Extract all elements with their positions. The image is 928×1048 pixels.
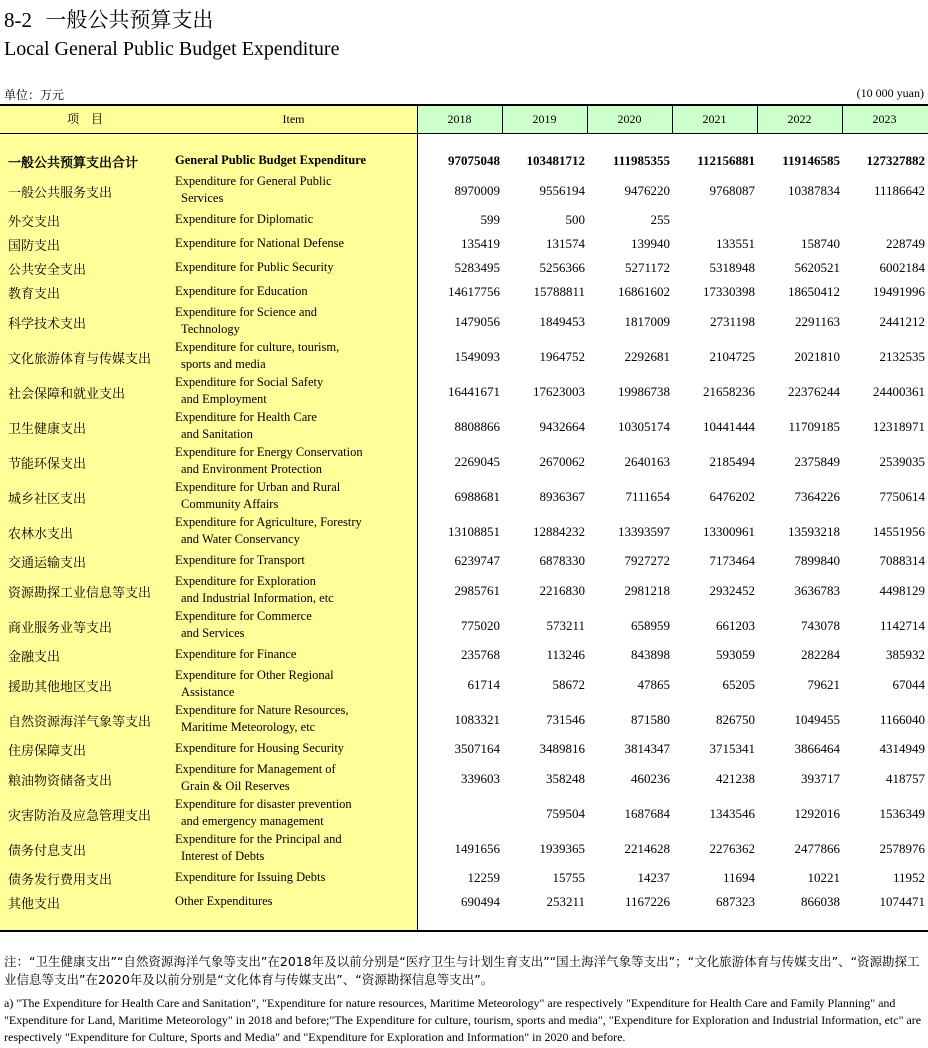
row-label-en-line1: Expenditure for Health Care	[175, 410, 317, 424]
row-label-cn: 资源勘探工业信息等支出	[8, 585, 152, 601]
value-cell: 1292016	[794, 805, 840, 821]
row-label-en-line2: and Services	[181, 626, 245, 640]
table-row	[0, 890, 928, 914]
value-cell: 7899840	[794, 553, 840, 568]
value-cell: 1687684	[624, 805, 670, 821]
table-row	[0, 479, 928, 514]
value-cell: 460236	[631, 770, 670, 786]
row-label-en-line1: Expenditure for the Principal and	[175, 832, 342, 846]
row-label-en	[175, 283, 415, 300]
row-label-en-line2: Community Affairs	[181, 497, 279, 511]
table-row	[0, 608, 928, 643]
value-cell: 599	[480, 212, 500, 227]
page-title-cn	[4, 4, 213, 34]
value-cell: 866038	[801, 894, 840, 909]
row-label-cn: 自然资源海洋气象等支出	[8, 714, 152, 730]
value-cell: 113246	[546, 647, 585, 662]
row-label-en-line1: Expenditure for Science and	[175, 305, 317, 319]
row-label-en-line1: Expenditure for Management of	[175, 762, 336, 776]
row-label-cn: 住房保障支出	[8, 744, 87, 759]
table-row	[0, 339, 928, 374]
table-row	[0, 667, 928, 702]
row-label-cn: 一般公共预算支出合计	[8, 156, 139, 171]
row-label-en-line2: and Environment Protection	[181, 462, 322, 476]
row-label-en	[175, 667, 415, 701]
value-cell: 2731198	[709, 313, 755, 329]
row-label-cn: 农林水支出	[8, 526, 74, 542]
row-label-en-line2: and Employment	[181, 392, 267, 406]
row-label-cn: 文化旅游体育与传媒支出	[8, 351, 152, 367]
table-row	[0, 149, 928, 173]
row-label-en-line1: Expenditure for Agriculture, Forestry	[175, 515, 362, 529]
value-cell: 421238	[716, 770, 755, 786]
value-cell: 759504	[546, 805, 585, 821]
value-cell: 573211	[546, 617, 585, 633]
value-cell: 119146585	[782, 153, 840, 168]
value-cell: 1479056	[454, 313, 500, 329]
value-cell: 3715341	[709, 741, 755, 756]
value-cell: 6476202	[709, 488, 755, 504]
value-cell: 2670062	[539, 453, 585, 469]
header-item-en: Item	[282, 112, 305, 126]
value-cell: 775020	[461, 617, 500, 633]
value-cell: 385932	[886, 647, 925, 662]
row-label-en-line2: and Industrial Information, etc	[181, 591, 334, 605]
row-label-en-line1: General Public Budget Expenditure	[175, 153, 367, 167]
row-label-en	[175, 514, 415, 548]
value-cell: 1549093	[454, 348, 500, 364]
table-row	[0, 304, 928, 339]
value-cell: 12259	[467, 870, 500, 885]
value-cell: 7750614	[879, 488, 925, 504]
table-row	[0, 232, 928, 256]
value-cell: 2269045	[454, 453, 500, 469]
value-cell: 661203	[716, 617, 755, 633]
value-cell: 2932452	[709, 582, 755, 598]
row-label-cn: 国防支出	[8, 239, 61, 254]
row-label-en-line2: Interest of Debts	[181, 849, 265, 863]
value-cell: 103481712	[526, 153, 585, 168]
row-label-en-line1: Expenditure for disaster prevention	[175, 797, 352, 811]
value-cell: 10387834	[788, 182, 840, 198]
row-label-en	[175, 235, 415, 252]
row-label-en	[175, 152, 415, 169]
value-cell: 7927272	[624, 553, 670, 568]
value-cell: 2477866	[794, 840, 840, 856]
row-label-en-line1: Expenditure for Education	[175, 284, 308, 298]
row-label-en	[175, 409, 415, 443]
value-cell: 112156881	[697, 153, 755, 168]
value-cell: 3866464	[794, 741, 840, 756]
row-label-en	[175, 259, 415, 276]
row-label-en	[175, 304, 415, 338]
value-cell: 79621	[807, 676, 840, 692]
row-label-en	[175, 608, 415, 642]
value-cell: 358248	[546, 770, 585, 786]
page-title-en: Local General Public Budget Expenditure	[4, 38, 340, 60]
value-cell: 1849453	[539, 313, 585, 329]
row-label-en-line2: and Sanitation	[181, 427, 253, 441]
value-cell: 12884232	[533, 523, 585, 539]
header-item-cn: 项 目	[66, 112, 103, 126]
row-label-en	[175, 339, 415, 373]
table-number: 8-2	[4, 8, 32, 32]
row-label-cn: 其他支出	[8, 897, 61, 912]
value-cell: 14237	[637, 870, 670, 885]
value-cell: 228749	[886, 236, 925, 251]
value-cell: 18650412	[788, 284, 840, 299]
table-row	[0, 737, 928, 761]
value-cell: 2132535	[879, 348, 925, 364]
value-cell: 2216830	[539, 582, 585, 598]
value-cell: 17330398	[703, 284, 755, 299]
row-label-cn: 交通运输支出	[8, 556, 87, 571]
table-row	[0, 374, 928, 409]
value-cell: 2276362	[709, 840, 755, 856]
value-cell: 12318971	[873, 418, 925, 434]
row-label-en-line1: Expenditure for Diplomatic	[175, 212, 314, 226]
value-cell: 500	[565, 212, 585, 227]
row-label-cn: 节能环保支出	[8, 456, 87, 472]
value-cell: 690494	[461, 894, 500, 909]
footnotes	[4, 953, 924, 1046]
value-cell: 4498129	[879, 582, 925, 598]
value-cell: 67044	[892, 676, 925, 692]
footnote-en: a) "The Expenditure for Health Care and Sanitation", "Expenditure for nature resources, Maritime Meteorology" are respectively "Expenditure for Health Care and Family Planning" and "Expenditure for Land, Maritime Meteorology" in 2018 and before;"The Expenditure for culture, tourism, sports and media", "Expenditure for Exploration and Industrial Information, etc" are respectively "Expenditure for Culture, Sports and Media" and "Expenditure for Exploration and Information" in 2020 and before.	[4, 996, 922, 1044]
value-cell: 47865	[637, 676, 670, 692]
expenditure-table	[0, 104, 928, 932]
row-label-en	[175, 646, 415, 663]
value-cell: 13108851	[448, 523, 500, 539]
row-label-cn: 债务付息支出	[8, 843, 87, 859]
row-label-en-line1: Expenditure for Nature Resources,	[175, 703, 349, 717]
value-cell: 16441671	[448, 383, 500, 399]
row-label-en-line1: Expenditure for National Defense	[175, 236, 345, 250]
row-label-en	[175, 444, 415, 478]
value-cell: 58672	[552, 676, 585, 692]
value-cell: 843898	[631, 647, 670, 662]
row-label-en	[175, 211, 415, 228]
row-label-cn: 教育支出	[8, 287, 61, 302]
value-cell: 5283495	[454, 260, 500, 275]
value-cell: 111985355	[612, 153, 670, 168]
value-cell: 2292681	[624, 348, 670, 364]
row-label-en-line2: Grain & Oil Reserves	[181, 779, 290, 793]
table-row	[0, 208, 928, 232]
value-cell: 5620521	[794, 260, 840, 275]
row-label-en-line1: Expenditure for Urban and Rural	[175, 480, 341, 494]
value-cell: 24400361	[873, 383, 925, 399]
table-row	[0, 643, 928, 667]
value-cell: 1049455	[794, 711, 840, 727]
row-label-en	[175, 374, 415, 408]
value-cell: 13300961	[703, 523, 755, 539]
value-cell: 15788811	[533, 284, 585, 299]
value-cell: 11186642	[873, 182, 925, 198]
table-row	[0, 409, 928, 444]
value-cell: 5256366	[539, 260, 585, 275]
row-label-cn: 债务发行费用支出	[8, 873, 113, 888]
row-label-cn: 科学技术支出	[8, 316, 87, 332]
row-label-cn: 社会保障和就业支出	[8, 386, 126, 402]
value-cell: 158740	[801, 236, 840, 251]
value-cell: 9768087	[709, 182, 755, 198]
row-label-en-line1: Expenditure for Commerce	[175, 609, 312, 623]
value-cell: 19491996	[873, 284, 925, 299]
value-cell: 2185494	[709, 453, 755, 469]
value-cell: 3814347	[624, 741, 670, 756]
row-label-en	[175, 479, 415, 513]
row-label-en	[175, 761, 415, 795]
row-label-en	[175, 552, 415, 569]
value-cell: 5318948	[709, 260, 755, 275]
row-label-en-line1: Expenditure for culture, tourism,	[175, 340, 340, 354]
table-row	[0, 573, 928, 608]
table-row	[0, 514, 928, 549]
value-cell: 11709185	[788, 418, 840, 434]
title-cn-text: 一般公共预算支出	[45, 8, 214, 32]
value-cell: 339603	[461, 770, 500, 786]
table-row	[0, 444, 928, 479]
value-cell: 1074471	[879, 894, 925, 909]
value-cell: 658959	[631, 617, 670, 633]
value-cell: 3636783	[794, 582, 840, 598]
value-cell: 22376244	[788, 383, 840, 399]
table-row	[0, 549, 928, 573]
row-label-en-line1: Expenditure for Housing Security	[175, 741, 345, 755]
unit-label-en: (10 000 yuan)	[856, 86, 924, 100]
table-row	[0, 796, 928, 831]
value-cell: 4314949	[879, 741, 925, 756]
value-cell: 2214628	[624, 840, 670, 856]
value-cell: 6988681	[454, 488, 500, 504]
value-cell: 17623003	[533, 383, 585, 399]
value-cell: 61714	[467, 676, 500, 692]
value-cell: 10221	[807, 870, 840, 885]
value-cell: 10305174	[618, 418, 670, 434]
row-label-cn: 商业服务业等支出	[8, 620, 113, 636]
unit-label-cn: 单位：万元	[4, 88, 65, 102]
row-label-en-line1: Expenditure for Finance	[175, 647, 297, 661]
row-label-cn: 灾害防治及应急管理支出	[8, 808, 152, 824]
value-cell: 1166040	[879, 711, 925, 727]
value-cell: 13593218	[788, 523, 840, 539]
table-row	[0, 831, 928, 866]
value-cell: 2441212	[879, 313, 925, 329]
value-cell: 1939365	[539, 840, 585, 856]
footnote-cn: 注：“卫生健康支出”“自然资源海洋气象等支出”在2018年及以前分别是“医疗卫生与计划生育支出”“国土海洋气象等支出”；“文化旅游体育与传媒支出”、“资源勘探工业信息等支出”在2020年及以前分别是“文化体育与传媒支出”、“资源勘探信息等支出”。	[4, 954, 920, 987]
value-cell: 2981218	[624, 582, 670, 598]
value-cell: 139940	[631, 236, 670, 251]
value-cell: 8936367	[539, 488, 585, 504]
row-label-cn: 卫生健康支出	[8, 421, 87, 437]
value-cell: 687323	[716, 894, 755, 909]
value-cell: 7088314	[879, 553, 925, 568]
row-label-en-line2: and emergency management	[181, 814, 324, 828]
table-row	[0, 256, 928, 280]
value-cell: 2578976	[879, 840, 925, 856]
row-label-en-line2: sports and media	[181, 357, 266, 371]
header-year: 2018	[447, 112, 472, 126]
table-row	[0, 173, 928, 208]
row-label-en-line1: Expenditure for General Public	[175, 174, 332, 188]
value-cell: 13393597	[618, 523, 670, 539]
row-label-cn: 一般公共服务支出	[8, 185, 113, 201]
value-cell: 97075048	[448, 153, 500, 168]
row-label-en	[175, 831, 415, 865]
row-label-cn: 粮油物资储备支出	[8, 773, 113, 789]
value-cell: 282284	[801, 647, 840, 662]
row-label-en	[175, 796, 415, 830]
value-cell: 393717	[801, 770, 840, 786]
value-cell: 1491656	[454, 840, 500, 856]
table-row	[0, 866, 928, 890]
row-label-en	[175, 573, 415, 607]
value-cell: 19986738	[618, 383, 670, 399]
value-cell: 871580	[631, 711, 670, 727]
value-cell: 16861602	[618, 284, 670, 299]
row-label-en-line2: Technology	[181, 322, 240, 336]
value-cell: 1142714	[879, 617, 925, 633]
value-cell: 65205	[722, 676, 755, 692]
value-cell: 7111654	[625, 488, 670, 504]
row-label-en	[175, 702, 415, 736]
value-cell: 3489816	[539, 741, 585, 756]
value-cell: 8808866	[454, 418, 500, 434]
value-cell: 131574	[546, 236, 585, 251]
row-label-en-line1: Expenditure for Social Safety	[175, 375, 324, 389]
value-cell: 5271172	[624, 260, 670, 275]
value-cell: 593059	[716, 647, 755, 662]
row-label-en-line2: and Water Conservancy	[181, 532, 300, 546]
row-label-en-line2: Assistance	[181, 685, 235, 699]
row-label-en-line1: Expenditure for Exploration	[175, 574, 316, 588]
value-cell: 1964752	[539, 348, 585, 364]
row-label-en	[175, 869, 415, 886]
value-cell: 14551956	[873, 523, 925, 539]
header-year: 2021	[702, 112, 727, 126]
table-row	[0, 280, 928, 304]
row-label-cn: 城乡社区支出	[8, 491, 87, 507]
row-label-en-line1: Expenditure for Energy Conservation	[175, 445, 363, 459]
row-label-en-line1: Expenditure for Transport	[175, 553, 305, 567]
value-cell: 1343546	[709, 805, 755, 821]
value-cell: 11694	[722, 870, 755, 885]
value-cell: 255	[650, 212, 670, 227]
value-cell: 133551	[716, 236, 755, 251]
row-label-en-line2: Services	[181, 191, 224, 205]
value-cell: 1536349	[879, 805, 925, 821]
value-cell: 2104725	[709, 348, 755, 364]
row-label-en-line2: Maritime Meteorology, etc	[181, 720, 316, 734]
value-cell: 14617756	[448, 284, 500, 299]
value-cell: 6002184	[879, 260, 925, 275]
value-cell: 1817009	[624, 313, 670, 329]
value-cell: 2640163	[624, 453, 670, 469]
value-cell: 10441444	[703, 418, 755, 434]
value-cell: 743078	[801, 617, 840, 633]
row-label-en-line1: Other Expenditures	[175, 894, 273, 908]
header-year: 2023	[872, 112, 897, 126]
row-label-en-line1: Expenditure for Issuing Debts	[175, 870, 326, 884]
value-cell: 1083321	[454, 711, 500, 727]
value-cell: 253211	[546, 894, 585, 909]
row-label-en	[175, 893, 415, 910]
value-cell: 11952	[892, 870, 925, 885]
value-cell: 2291163	[794, 313, 840, 329]
value-cell: 7173464	[709, 553, 755, 568]
value-cell: 826750	[716, 711, 755, 727]
row-label-en-line1: Expenditure for Public Security	[175, 260, 334, 274]
value-cell: 1167226	[624, 894, 670, 909]
value-cell: 6239747	[454, 553, 500, 568]
value-cell: 235768	[461, 647, 500, 662]
value-cell: 9476220	[624, 182, 670, 198]
row-label-cn: 公共安全支出	[8, 263, 87, 278]
header-year: 2019	[532, 112, 557, 126]
value-cell: 418757	[886, 770, 925, 786]
row-label-cn: 金融支出	[8, 650, 61, 665]
value-cell: 2021810	[794, 348, 840, 364]
table-row	[0, 702, 928, 737]
header-year: 2022	[787, 112, 812, 126]
row-label-cn: 援助其他地区支出	[8, 679, 113, 695]
table-bottom-rule	[0, 930, 928, 932]
value-cell: 2539035	[879, 453, 925, 469]
value-cell: 731546	[546, 711, 585, 727]
table-header-rule	[0, 133, 928, 134]
value-cell: 8970009	[454, 182, 500, 198]
row-label-en-line1: Expenditure for Other Regional	[175, 668, 334, 682]
value-cell: 127327882	[866, 153, 925, 168]
value-cell: 15755	[552, 870, 585, 885]
value-cell: 135419	[461, 236, 500, 251]
value-cell: 21658236	[703, 383, 755, 399]
header-year: 2020	[617, 112, 642, 126]
value-cell: 9556194	[539, 182, 585, 198]
row-label-en	[175, 173, 415, 207]
value-cell: 3507164	[454, 741, 500, 756]
row-label-cn: 外交支出	[8, 215, 61, 230]
table-row	[0, 761, 928, 796]
value-cell: 6878330	[539, 553, 585, 568]
value-cell: 2375849	[794, 453, 840, 469]
row-label-en	[175, 740, 415, 757]
value-cell: 7364226	[794, 488, 840, 504]
value-cell: 9432664	[539, 418, 585, 434]
value-cell: 2985761	[454, 582, 500, 598]
